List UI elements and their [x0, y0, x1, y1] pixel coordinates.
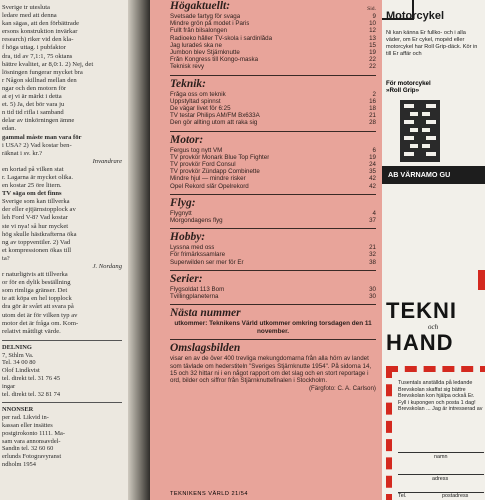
entry-page-number: 19 [369, 49, 376, 57]
entry-page-number: 22 [369, 63, 376, 71]
ad-connector: och [428, 323, 439, 331]
answer-block-top [2, 4, 122, 134]
contents-section [170, 134, 376, 190]
divider [2, 402, 122, 403]
entry-title: Morgondagens flyg [170, 217, 223, 225]
coupon-line [398, 452, 484, 453]
text-line: leh Ford V-8? Vad kostar [2, 214, 68, 222]
contents-section [170, 78, 376, 127]
cover-description: visar en av de över 400 trevliga mekungdomarna från alla hörn av landet som tävlade om hederstiteln "Sveriges Stjärnknutte 1954". På sidorna 14, 15 och 32 hittar ni i en något rapport om det slag och en stort reportage i ord, bilder och siffror från Stjärnknuttefinalen i Stockholm. [170, 355, 372, 385]
text-line: postgirokonto 1111. Ma- [2, 429, 66, 437]
contents-entry[interactable] [170, 119, 376, 126]
contents-entry[interactable] [170, 168, 376, 175]
section-title: Högaktuellt: [170, 0, 231, 12]
text-line: sam vara annonsavdel- [2, 437, 61, 445]
text-line: ste vi nya! så hur mycket [2, 222, 69, 230]
contents-entry[interactable] [170, 27, 376, 34]
text-line: en kostar 25 öre litern. [2, 182, 62, 190]
entry-title: Radioeko håller TV-skola i sardinlåda [170, 34, 273, 42]
contents-entry[interactable] [170, 286, 376, 293]
ad-sub-line: »Roll Grip» [386, 87, 420, 95]
red-accent-bar [478, 270, 485, 290]
ad-subheading [386, 80, 431, 95]
divider [170, 75, 376, 76]
entry-title: Den gör allting utom att raka sig [170, 119, 258, 127]
left-column [0, 0, 128, 469]
contents-entry[interactable] [170, 63, 376, 70]
ad-sub-line: För motorcykel [386, 80, 431, 87]
coupon-label-name: namn [434, 454, 448, 460]
book-gutter [128, 0, 150, 500]
entry-title: Mindre hjul — mindre risker [170, 175, 246, 183]
contents-entry[interactable] [170, 98, 376, 105]
coupon-label-postal: postadress [442, 493, 469, 499]
text-line: Sandin tel. 32 60 60 [2, 445, 54, 453]
contents-entry[interactable] [170, 217, 376, 224]
contents-entry[interactable] [170, 183, 376, 190]
text-line: bättre kvalitet, ar 8,0:1. 2) Nej, det [2, 60, 94, 68]
entry-title: Fråga oss om teknik [170, 90, 226, 98]
entry-page-number: 13 [369, 34, 376, 42]
text-line: or för en dylik beställning [2, 279, 71, 287]
entry-page-number: 30 [369, 293, 376, 301]
text-line: Sverige tr utesluta [2, 4, 50, 11]
text-line: Sverige som kan tillverka [2, 198, 70, 206]
divider [170, 131, 376, 132]
signature: J. Nordang [92, 263, 122, 270]
entry-page-number: 21 [369, 244, 376, 252]
entry-page-number: 12 [369, 27, 376, 35]
contents-section [170, 197, 376, 224]
entry-title: Flygnytt [170, 209, 192, 217]
entry-page-number: 21 [369, 112, 376, 120]
text-line: som rimliga gränser. Det [2, 287, 68, 295]
text-line: ingar [2, 382, 16, 390]
entry-title: De vägar livet för 6:25 [170, 105, 231, 113]
contents-entry[interactable] [170, 42, 376, 49]
text-line: delar av tinkörningen ämne [2, 117, 75, 125]
contents-entry[interactable] [170, 244, 376, 251]
contents-entry[interactable] [170, 251, 376, 258]
text-line: utom det är för vilken typ av [2, 311, 78, 319]
entry-page-number: 42 [369, 175, 376, 183]
contents-entry[interactable] [170, 49, 376, 56]
contents-entry[interactable] [170, 161, 376, 168]
brand-title: Motorcykel [386, 10, 445, 22]
text-line: lösningen fungerar mycket bra [2, 68, 83, 76]
text-line: kan sägas, att den förbättrade [2, 20, 80, 28]
contents-entry[interactable] [170, 154, 376, 161]
text-line: 7, Sthlm Va. [2, 351, 34, 359]
text-line: et kompressionen ökas till [2, 246, 72, 254]
entry-page-number: 30 [369, 285, 376, 293]
text-line: tel. direkt tel. 32 81 74 [2, 390, 61, 398]
entry-title: TV provkör Ford Consul [170, 161, 236, 169]
entry-page-number: 9 [372, 13, 376, 20]
editorial-box [2, 344, 122, 399]
section-title: Flyg: [170, 196, 196, 209]
contents-entry[interactable] [170, 293, 376, 300]
coupon-line [398, 492, 484, 493]
text-line: relativt måttligt värde. [2, 327, 61, 335]
divider [170, 194, 376, 195]
entry-title: Mindre grön på modet i Paris [170, 20, 250, 28]
entry-title: TV provkör Zündapp Combinette [170, 168, 260, 176]
contents-entry[interactable] [170, 259, 376, 266]
divider [170, 339, 376, 340]
coupon-label-address: adress [432, 476, 449, 482]
contents-section [170, 231, 376, 266]
ad-headline: HAND [386, 330, 454, 355]
page-footer: TEKNIKENS VÄRLD 21/54 [170, 491, 248, 497]
entry-page-number: 22 [369, 56, 376, 64]
entry-page-number: 2 [372, 90, 376, 98]
entry-title: Svetsade fartyg för svaga [170, 13, 241, 20]
contents-entry[interactable] [170, 13, 376, 20]
entry-page-number: 38 [369, 258, 376, 266]
coupon-text: Tusentals anställda på ledande Brevskolan skaffat sig bättre Brevskolan kon hjälpa också Er. Fyll i kupongen och posta 1 dag! Brevskolan ... Jag är intresserad av [398, 380, 483, 413]
box-heading: DELNING [2, 343, 32, 351]
text-line: r. Lagarna är mycket olika. [2, 173, 74, 181]
text-line: kassan eller insättes [2, 422, 53, 430]
ad-headline: TEKNI [386, 298, 457, 323]
contents-entry[interactable] [170, 175, 376, 182]
text-line: ndholm 1954 [2, 461, 36, 468]
contents-section [170, 0, 376, 71]
contents-entry[interactable] [170, 20, 376, 27]
text-line: räknat i sv. kr.? [2, 149, 43, 157]
text-line: r naturligtvis att tillverka [2, 271, 68, 279]
entry-title: Tvillingplaneterna [170, 293, 219, 301]
text-line: ledare med att denna [2, 12, 57, 20]
signature: Invandrare [92, 157, 122, 165]
text-line: i USA? 2) Vad kostar ben- [2, 141, 72, 149]
entry-title: Fergus tog nytt VM [170, 146, 223, 154]
entry-title: Opel Rekord slår Opelrekord [170, 182, 249, 190]
page-column-label: Sid. [367, 6, 376, 12]
contents-entry[interactable] [170, 56, 376, 63]
entry-title: Jag luradeś ska ne [170, 41, 222, 49]
entry-title: TV testar Philips AM/FM Bx633A [170, 112, 260, 120]
next-issue-text: utkommer: Teknikens Värld utkommer omkring torsdagen den 11 november. [174, 320, 372, 335]
text-line: f höga uttag. i pubfaktor [2, 44, 66, 52]
entry-page-number: 10 [369, 20, 376, 28]
text-line: at ej vi är märkt i detta [2, 93, 62, 101]
text-line: Tel. 34 00 80 [2, 359, 36, 367]
text-line: r Någon skillnad mellan den [2, 76, 77, 84]
text-line: Olof Lindkvist [2, 367, 40, 375]
section-title: Hobby: [170, 231, 206, 244]
text-line: et. 5) Ja, det bör vara ju [2, 101, 65, 109]
text-line: ngar och den motorn för [2, 84, 67, 92]
contents-entry[interactable] [170, 35, 376, 42]
text-line: per rad. Likvid in- [2, 414, 49, 422]
divider [170, 270, 376, 271]
contents-entry[interactable] [170, 147, 376, 154]
entry-page-number: 19 [369, 153, 376, 161]
coupon-label-tel: Tel. [398, 493, 407, 499]
entry-title: För frimärkssamlare [170, 251, 226, 259]
text-line: hög skulle hästkrafterna öka [2, 230, 77, 238]
text-line: ta? [2, 254, 10, 262]
entry-title: Jumbon blev Stjärnknutte [170, 49, 240, 57]
section-title: Nästa nummer [170, 307, 241, 320]
section-title: Serier: [170, 272, 203, 285]
text-line: n tid tid rifla i samband [2, 109, 64, 117]
text-line: te att köpa en hel topplock [2, 295, 72, 303]
text-line: tel. direkt tel. 31 76 45 [2, 375, 61, 383]
entry-title: Superwilden ser mer för Er [170, 258, 244, 266]
advert-box [2, 406, 122, 468]
text-line: ersons konstruktion invärkar [2, 28, 78, 36]
entry-title: Uppstyltad spinnst [170, 97, 221, 105]
contents-page [150, 0, 382, 500]
next-issue [150, 304, 382, 392]
entry-page-number: 37 [369, 217, 376, 225]
question-heading: gammal måste man vara för [2, 133, 82, 141]
box-heading: NNONSER [2, 406, 34, 414]
text-line: erlunds Fotogravyranst [2, 453, 62, 461]
text-line: der eller ejtjärnstopplock av [2, 206, 76, 214]
left-page [0, 0, 128, 500]
text-line: research) riker vid den kla- [2, 36, 74, 44]
contents-entry[interactable] [170, 105, 376, 112]
contents-entry[interactable] [170, 112, 376, 119]
right-page [382, 0, 485, 500]
section-title: Omslagsbilden [170, 342, 241, 355]
text-line: en kortad på vilken stat [2, 165, 64, 173]
entry-page-number: 32 [369, 251, 376, 259]
text-line: dra gör är svårt att svara på [2, 303, 74, 311]
contents-section [170, 273, 376, 300]
text-line: ng av toppventiler. 2) Vad [2, 238, 71, 246]
entry-page-number: 6 [372, 146, 376, 154]
question-heading: TV säga om det finns [2, 190, 62, 198]
divider [170, 228, 376, 229]
contents-entry[interactable] [170, 210, 376, 217]
entry-page-number: 4 [372, 209, 376, 217]
contents-list [150, 0, 382, 300]
entry-page-number: 15 [369, 41, 376, 49]
entry-title: Från Kongress till Kongo-maska [170, 56, 259, 64]
divider [170, 304, 376, 305]
coupon-line [398, 474, 484, 475]
text-line: dra, tid av 7,1:1, 75 oktans [2, 52, 73, 60]
text-line: edan. [2, 125, 17, 133]
divider [2, 340, 122, 341]
entry-page-number: 16 [369, 97, 376, 105]
entry-title: Fullt från bilsalongen [170, 27, 228, 35]
entry-page-number: 42 [369, 182, 376, 190]
entry-page-number: 18 [369, 105, 376, 113]
photo-credit: (Färgfoto: C. A. Carlson) [308, 385, 376, 393]
entry-title: TV provkör Monark Blue Top Fighter [170, 153, 270, 161]
tire-tread-icon [386, 100, 456, 162]
entry-title: Flygsoldat 113 Bom [170, 285, 225, 293]
entry-title: Lyssna med oss [170, 244, 215, 252]
entry-title: Teknisk revy [170, 63, 205, 71]
entry-page-number: 28 [369, 119, 376, 127]
contents-entry[interactable] [170, 91, 376, 98]
section-title: Motor: [170, 133, 204, 146]
company-band: AB VÄRNAMO GU [382, 166, 485, 184]
section-title: Teknik: [170, 77, 206, 90]
entry-page-number: 24 [369, 161, 376, 169]
entry-page-number: 35 [369, 168, 376, 176]
text-line: motor det är fråga om. Kom- [2, 319, 79, 327]
ad-text: Ni kan känna Er fullko- och i alla väder, om Er cykel, mopéd eller motorcykel har Roll Grip-däck. Kör in till Er affär och [386, 30, 478, 57]
